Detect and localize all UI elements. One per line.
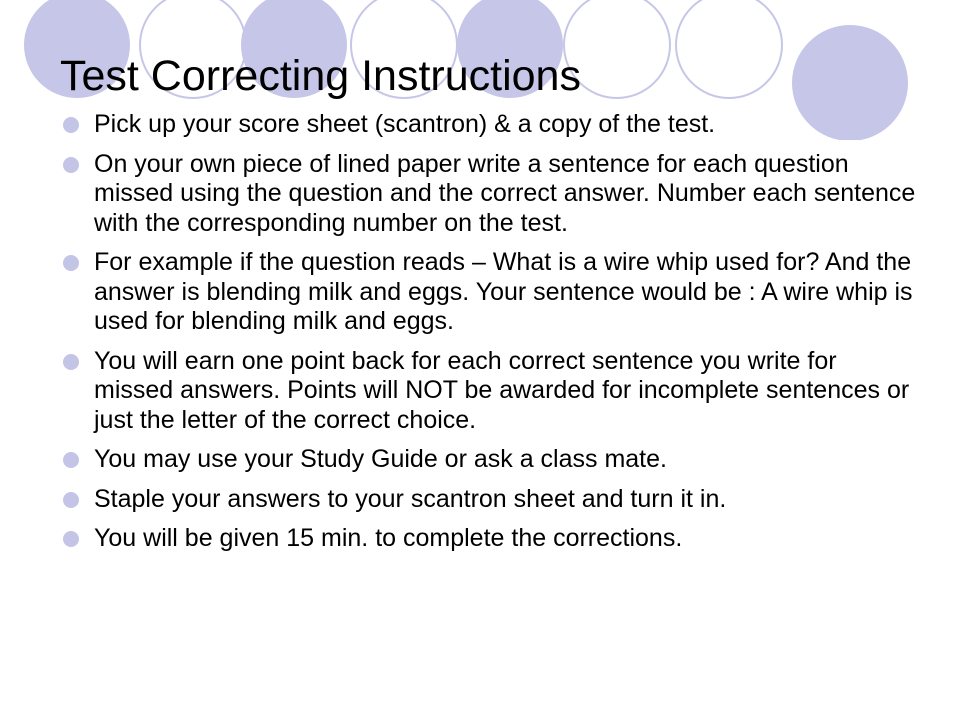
bullet-item [0, 110, 960, 140]
bullet-icon [63, 492, 79, 508]
bullet-item [0, 524, 960, 554]
bullet-text: You will be given 15 min. to complete the corrections. [94, 524, 683, 552]
bullet-icon [63, 452, 79, 468]
bullet-icon [63, 255, 79, 271]
bullet-item [0, 485, 960, 515]
slide-title: Test Correcting Instructions [60, 52, 581, 100]
decorative-circle-outline [676, 0, 782, 98]
bullet-icon [63, 157, 79, 173]
bullet-text: Pick up your score sheet (scantron) & a copy of the test. [94, 110, 716, 138]
bullet-icon [63, 354, 79, 370]
bullet-text: For example if the question reads – What is a wire whip used for? And the answer is blending milk and eggs. Your sentence would be : A wire whip is used for blending milk and eggs. [94, 248, 913, 335]
bullet-icon [63, 531, 79, 547]
bullet-item [0, 150, 960, 239]
bullet-item [0, 248, 960, 337]
bullet-list [0, 110, 960, 564]
bullet-text: On your own piece of lined paper write a sentence for each question missed using the question and the correct answer. Number each sentence with the corresponding number on the test. [94, 149, 916, 237]
bullet-text: Staple your answers to your scantron sheet and turn it in. [94, 484, 727, 513]
bullet-text: You may use your Study Guide or ask a class mate. [94, 445, 667, 473]
bullet-icon [63, 117, 79, 133]
bullet-text: You will earn one point back for each correct sentence you write for missed answers. Points will NOT be awarded for incomplete sentences or just the letter of the correct choice. [94, 346, 910, 434]
bullet-item [0, 347, 960, 436]
bullet-item [0, 445, 960, 475]
